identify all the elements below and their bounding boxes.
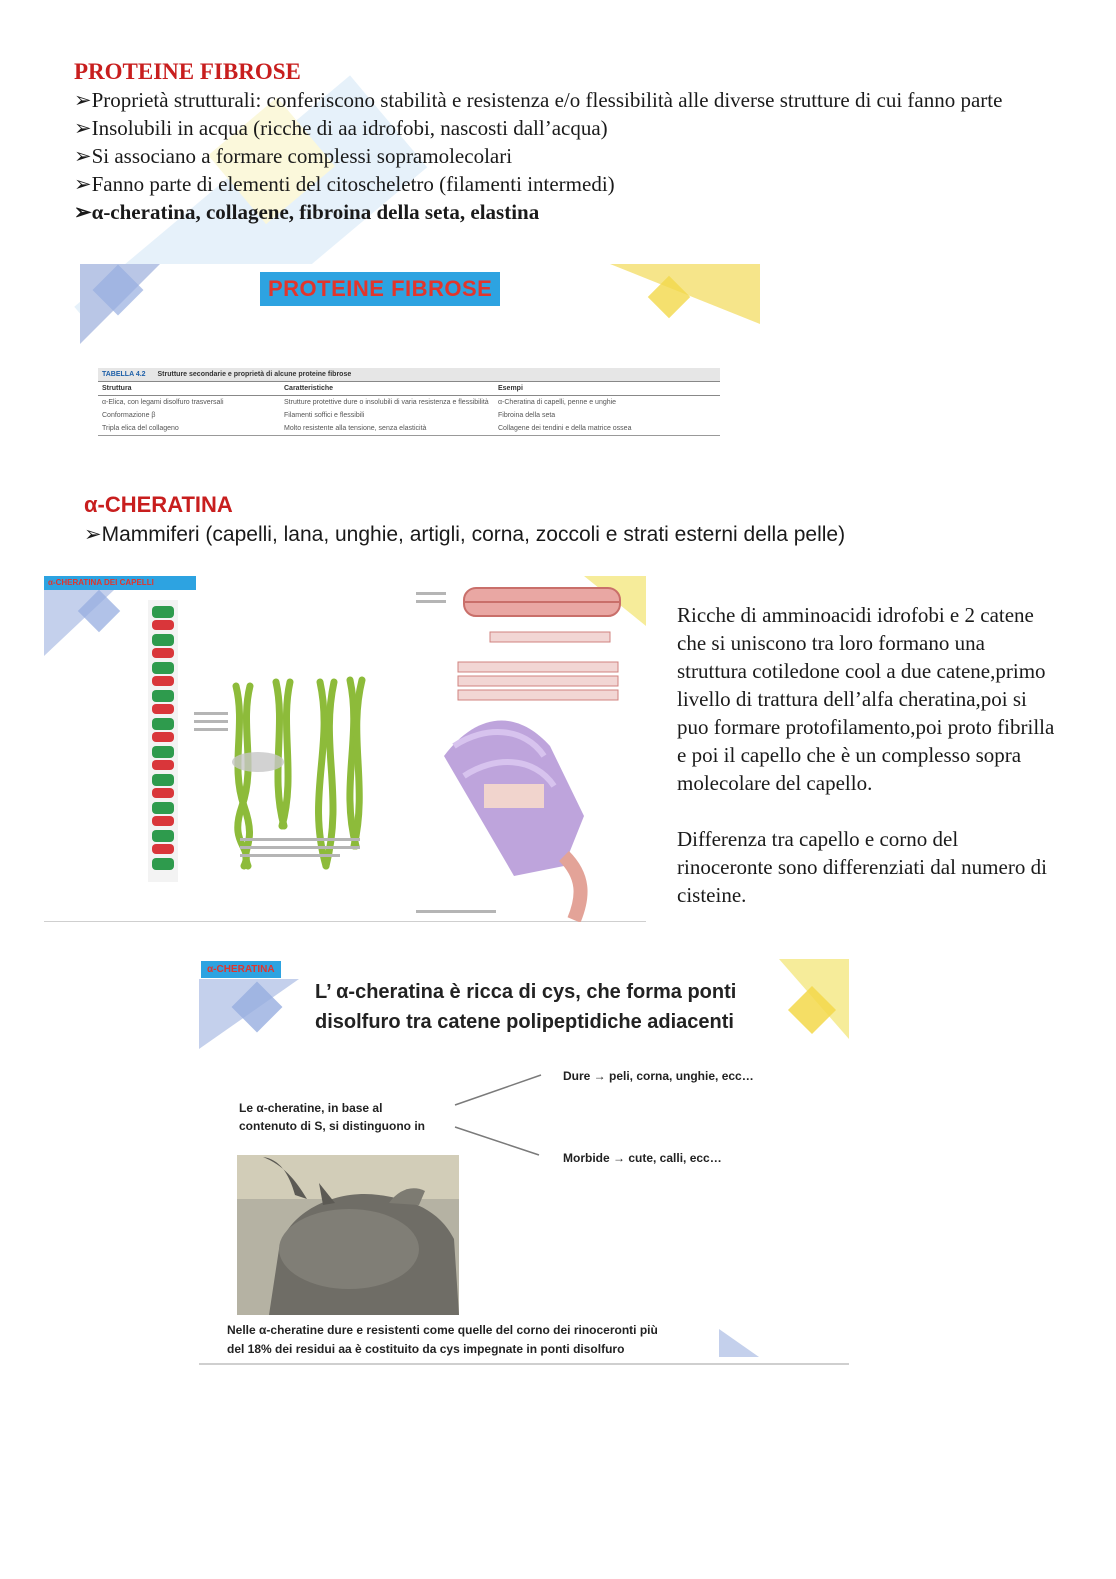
decor-triangle — [719, 1329, 759, 1357]
slide-badge: α-CHERATINA DEI CAPELLI — [44, 576, 196, 590]
section-title-alpha-keratin: α-CHERATINA — [84, 492, 233, 517]
soft-keratin-label: Morbide → cute, calli, ecc… — [563, 1151, 722, 1165]
slide-badge: α-CHERATINA — [201, 961, 281, 978]
table-row — [98, 396, 720, 409]
properties-table — [98, 368, 720, 436]
table-cell: Fibroina della seta — [498, 412, 556, 419]
slide-hair-structure — [44, 576, 646, 922]
table-header-cell: Esempi — [498, 385, 523, 392]
table-row — [98, 409, 720, 422]
table-cell: Conformazione β — [102, 412, 156, 419]
label-line: contenuto di S, si distinguono in — [239, 1119, 425, 1133]
slide-title — [315, 977, 775, 1037]
alpha-helix-model — [148, 600, 178, 882]
slide-title-line: disolfuro tra catene polipeptidiche adiacenti — [315, 1011, 734, 1033]
bullet-item: ➢Insolubili in acqua (ricche di aa idrofobi, nascosti dall’acqua) — [74, 116, 608, 140]
table-header-cell: Caratteristiche — [284, 385, 334, 392]
disulfide-cylinder — [232, 752, 284, 772]
bullet-item: ➢Proprietà strutturali: conferiscono stabilità e resistenza e/o flessibilità alle diverse strutture di cui fanno parte — [74, 88, 1003, 112]
bullet-item-bold: ➢α-cheratina, collagene, fibroina della seta, elastina — [74, 200, 540, 224]
slide-fibrous-proteins-table — [80, 264, 760, 468]
hair-structure-illustration — [44, 576, 646, 922]
section-title: PROTEINE FIBROSE — [74, 59, 301, 84]
table-cell: Filamenti soffici e flessibili — [284, 412, 365, 419]
table-cell: Collagene dei tendini e della matrice ossea — [498, 425, 632, 432]
arrow-up — [455, 1075, 541, 1105]
bullet-item: ➢Si associano a formare complessi sopramolecolari — [74, 144, 513, 168]
table-caption-text: Strutture secondarie e proprietà di alcune proteine fibrose — [157, 371, 352, 378]
slide-title-line: L’ α-cheratina è ricca di cys, che forma ponti — [315, 981, 737, 1003]
arrow-down — [455, 1127, 539, 1155]
bullet-item: ➢Fanno parte di elementi del citoscheletro (filamenti intermedi) — [74, 172, 615, 196]
rhino-photo — [237, 1155, 459, 1315]
bullet-item: ➢Mammiferi (capelli, lana, unghie, artigli, corna, zoccoli e strati esterni della pelle) — [84, 523, 846, 546]
table-cell: Tripla elica del collageno — [102, 425, 179, 432]
hard-keratin-label: Dure → peli, corna, unghie, ecc… — [563, 1069, 754, 1083]
table-caption — [98, 368, 720, 382]
table-header-cell: Struttura — [102, 385, 132, 392]
table-header-row — [98, 382, 720, 396]
table-row — [98, 422, 720, 436]
intro-section — [74, 58, 1034, 226]
footer-line: Nelle α-cheratine dure e resistenti come quelle del corno dei rinoceronti più — [227, 1323, 658, 1337]
paragraph: Differenza tra capello e corno del rinoceronte sono differenziati dal numero di cisteine. — [677, 827, 1047, 907]
table-cell: Strutture protettive dure o insolubili di varia resistenza e flessibilità — [284, 399, 489, 406]
table-cell: Molto resistente alla tensione, senza elasticità — [284, 425, 427, 432]
slide-keratin-cys — [199, 959, 849, 1365]
label-line: Le α-cheratine, in base al — [239, 1101, 383, 1115]
paragraph: Ricche di amminoacidi idrofobi e 2 catene che si uniscono tra loro formano una struttura cotiledone cool a due catene,primo livello di trattura dell’alfa cheratina,poi si puo formare protofilamento,poi proto fibrilla e poi il capello che è un complesso sopra molecolare del capello. — [677, 603, 1055, 795]
table-number: TABELLA 4.2 — [102, 371, 146, 378]
protofilament-diagram — [458, 588, 620, 700]
table-cell: α-Cheratina di capelli, penne e unghie — [498, 399, 617, 406]
slide-footer — [227, 1321, 658, 1359]
table-cell: α-Elica, con legami disolfuro trasversali — [102, 399, 224, 406]
side-explanation — [677, 601, 1057, 909]
footer-line: del 18% dei residui aa è costituito da cys impegnate in ponti disolfuro — [227, 1342, 625, 1356]
classification-label — [239, 1099, 425, 1135]
hair-cross-section — [444, 721, 584, 920]
slide-badge: PROTEINE FIBROSE — [260, 272, 500, 306]
